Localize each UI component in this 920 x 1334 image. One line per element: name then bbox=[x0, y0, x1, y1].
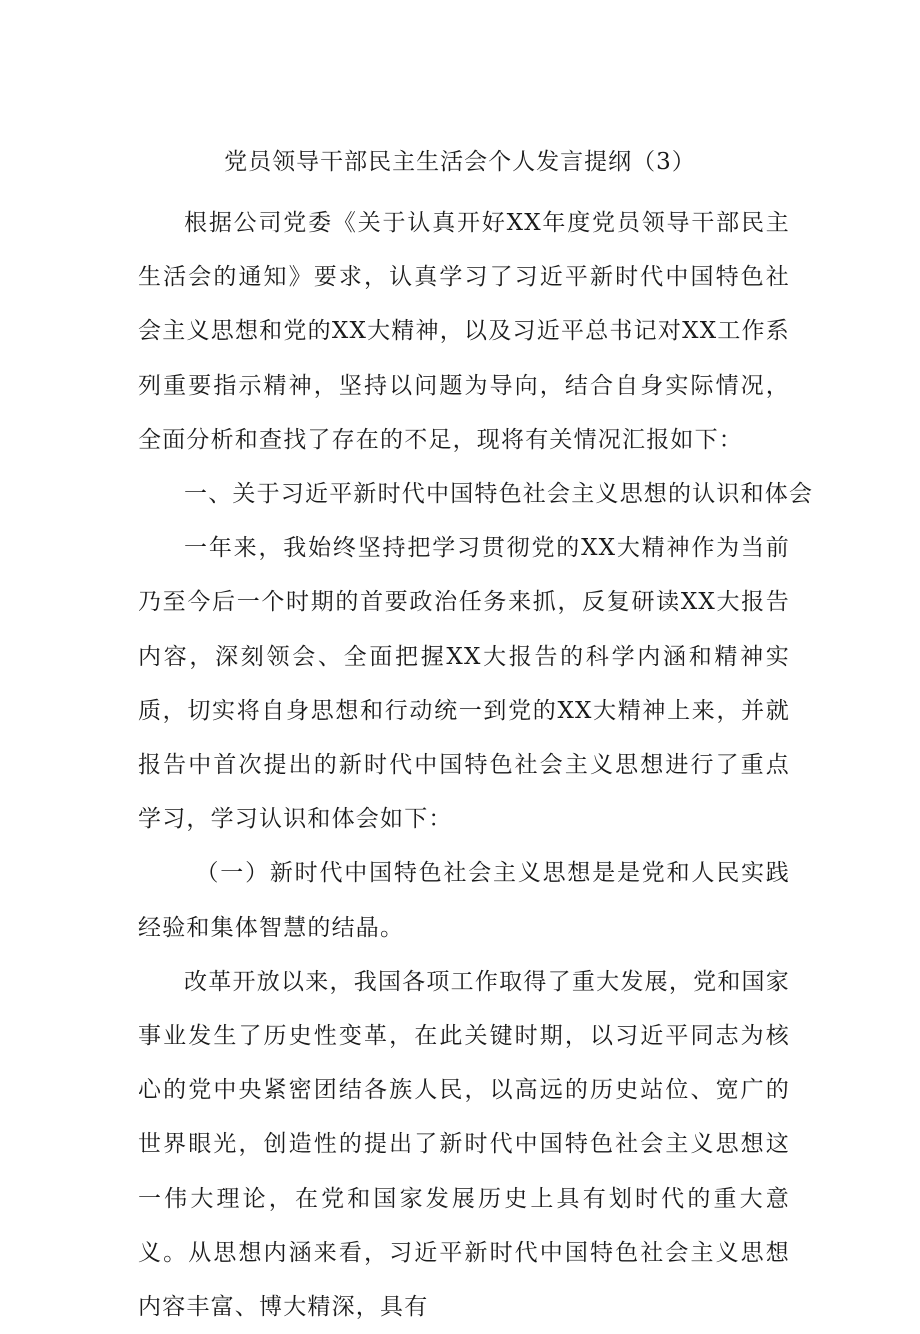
subsection-1-paragraph: 改革开放以来，我国各项工作取得了重大发展，党和国家事业发生了历史性变革，在此关键时期，以习近平同志为核心的党中央紧密团结各族人民，以高远的历史站位、宽广的世界眼光，创造性的提出了新时代中国特色社会主义思想这一伟大理论，在党和国家发展历史上具有划时代的重大意义。从思想内涵来看，习近平新时代中国特色社会主义思想内容丰富、博大精深，具有 bbox=[138, 968, 790, 1321]
subsection-heading-1: （一）新时代中国特色社会主义思想是是党和人民实践经验和集体智慧的结晶。 bbox=[138, 860, 790, 941]
intro-paragraph: 根据公司党委《关于认真开好XX年度党员领导干部民主生活会的通知》要求，认真学习了习近平新时代中国特色社会主义思想和党的XX大精神，以及习近平总书记对XX工作系列重要指示精神，坚持以问题为导向，结合自身实际情况，全面分析和查找了存在的不足，现将有关情况汇报如下： bbox=[138, 210, 790, 453]
section-1-paragraph: 一年来，我始终坚持把学习贯彻党的XX大精神作为当前乃至今后一个时期的首要政治任务来抓，反复研读XX大报告内容，深刻领会、全面把握XX大报告的科学内涵和精神实质，切实将自身思想和行动统一到党的XX大精神上来，并就报告中首次提出的新时代中国特色社会主义思想进行了重点学习，学习认识和体会如下： bbox=[138, 535, 790, 833]
document-body bbox=[138, 196, 814, 1334]
section-heading-1: 一、关于习近平新时代中国特色社会主义思想的认识和体会 bbox=[184, 481, 814, 508]
document-title: 党员领导干部民主生活会个人发言提纲（3） bbox=[224, 149, 696, 175]
